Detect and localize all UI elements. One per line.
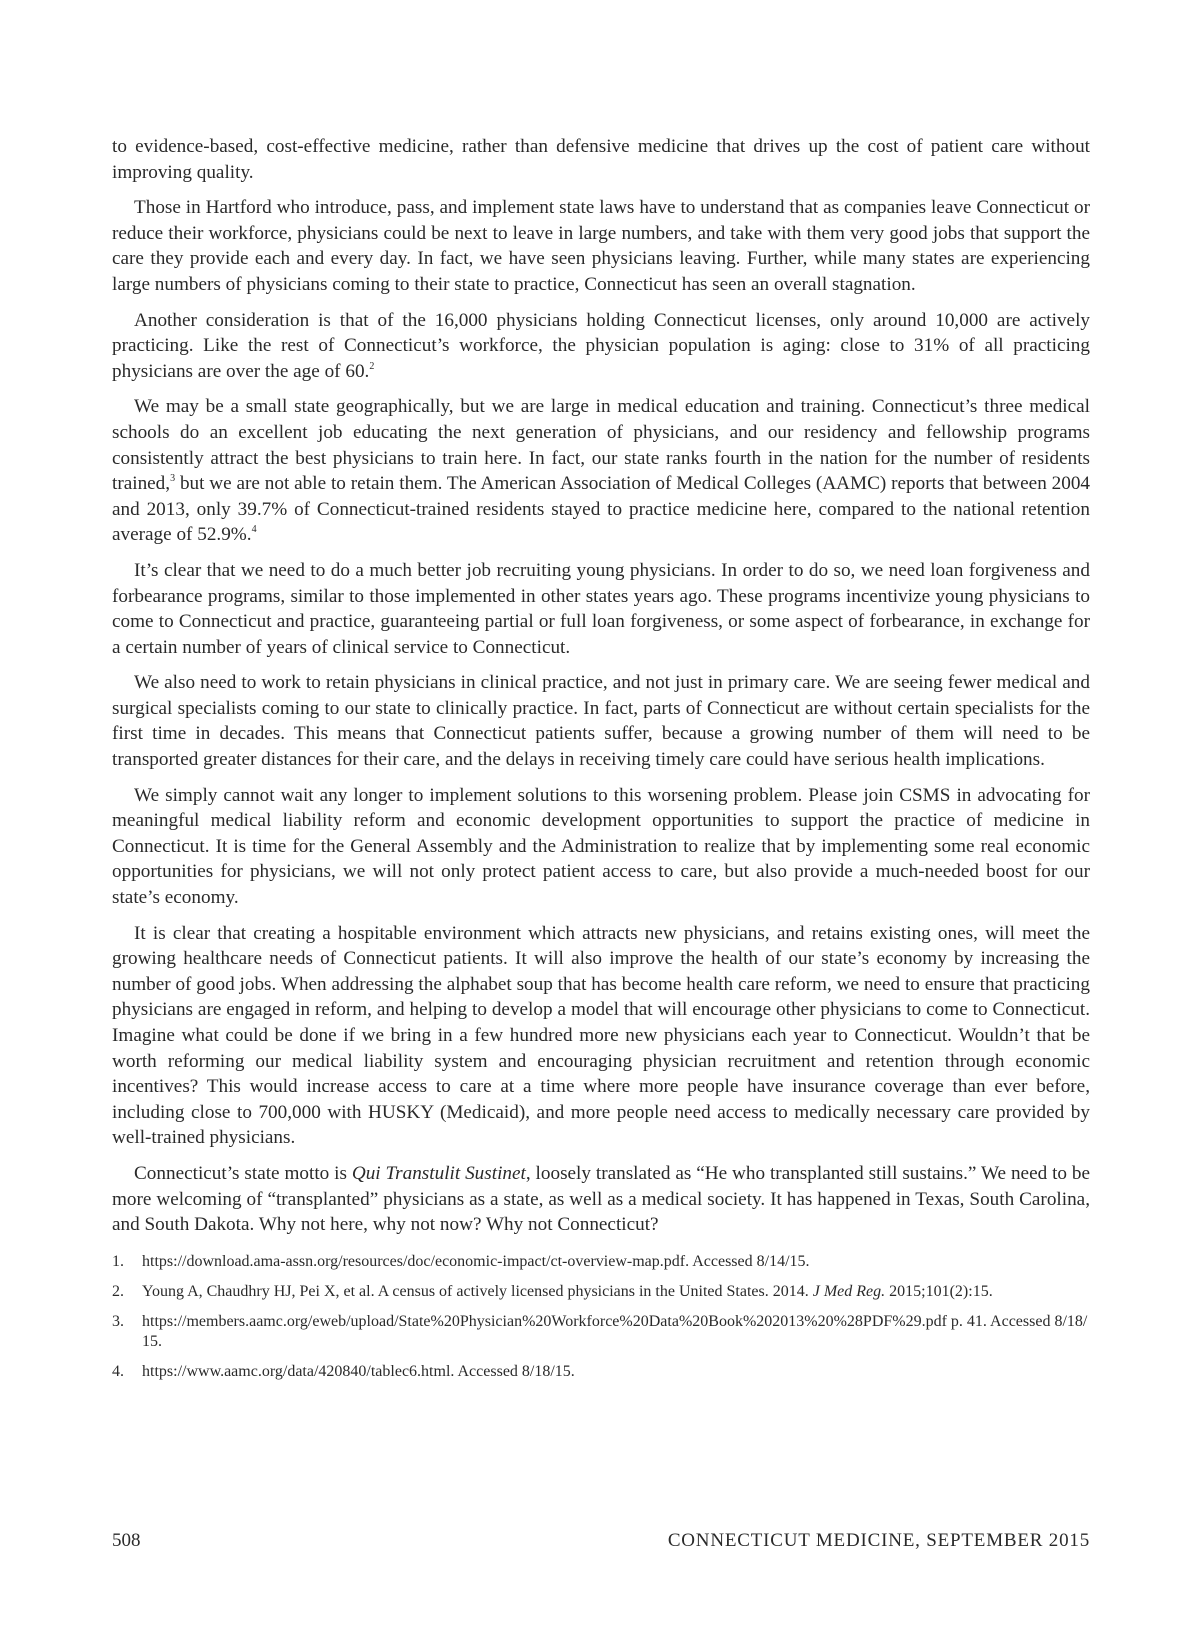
footnote-ref-3: 3 xyxy=(170,473,176,485)
footnote-1: 1. https://download.ama-assn.org/resources/doc/economic-impact/ct-overview-map.pdf. Accessed 8/14/15. xyxy=(112,1252,810,1270)
footnote-ref-4: 4 xyxy=(251,524,257,536)
paragraph-recruiting: It’s clear that we need to do a much better job recruiting young physicians. In order to do so, we need loan forgiveness and forbearance programs, similar to those implemented in other states years ago. These programs incentivize young physicians to come to Connecticut and practice, guaranteeing partial or full loan forgiveness, or some aspect of forbearance, in exchange for a certain number of years of clinical service to Connecticut. xyxy=(112,559,1090,658)
paragraph-hartford: Those in Hartford who introduce, pass, and implement state laws have to understand that as companies leave Connecticut or reduce their workforce, physicians could be next to leave in large numbers, and take with them very good jobs that support the care they provide each and every day. In fact, we have seen physicians leaving. Further, while many states are experiencing large numbers of physicians coming to their state to practice, Connecticut has seen an overall stagnation. xyxy=(112,197,1090,295)
footnotes xyxy=(112,1252,1090,1382)
paragraph-wait: We simply cannot wait any longer to implement solutions to this worsening problem. Please join CSMS in advocating for meaningful medical liability reform and economic development opportunities to support the practice of medicine in Connecticut. It is time for the General Assembly and the Administration to realize that by implementing some real economic opportunities for physicians, we will not only protect patient access to care, but also provide a much-needed boost for our state’s economy. xyxy=(112,784,1090,909)
journal-abbrev: J Med Reg. xyxy=(812,1282,886,1300)
footnote-3: 3. https://members.aamc.org/eweb/upload/State%20Physician%20Workforce%20Data%20Book%202013%20%28PDF%29.pdf p. 41. Accessed 8/18/15. xyxy=(112,1312,1088,1350)
footnote-ref-2: 2 xyxy=(369,360,375,372)
footnote-link[interactable]: https://www.aamc.org/data/420840/tablec6.html. Accessed 8/18/15. xyxy=(142,1362,575,1380)
paragraph-environment: It is clear that creating a hospitable environment which attracts new physicians, and retains existing ones, will meet the growing healthcare needs of Connecticut patients. It will also improve the health of our state’s economy by increasing the number of good jobs. When addressing the alphabet soup that has become health care reform, we need to ensure that practicing physicians are engaged in reform, and helping to develop a model that will encourage other physicians to come to Connecticut. Imagine what could be done if we bring in a few hundred more new physicians each year to Connecticut. Wouldn’t that be worth reforming our medical liability system and encouraging physician recruitment and retention through economic incentives? This would increase access to care at a time where more people have insurance coverage than ever before, including close to 700,000 with HUSKY (Medicaid), and more people need access to medically necessary care provided by well-trained physicians. xyxy=(112,922,1090,1149)
footnote-link[interactable]: https://members.aamc.org/eweb/upload/State%20Physician%20Workforce%20Data%20Book%202013%20%28PDF%29.pdf p. 41. Accessed 8/18/15. xyxy=(142,1312,1088,1350)
page-number: 508 xyxy=(112,1530,141,1551)
footnote-link[interactable]: https://download.ama-assn.org/resources/doc/economic-impact/ct-overview-map.pdf. Accessed 8/14/15. xyxy=(142,1252,810,1270)
paragraph-licenses: Another consideration is that of the 16,000 physicians holding Connecticut licenses, only around 10,000 are actively practicing. Like the rest of Connecticut’s workforce, the physician population is aging: close to 31% of all practicing physicians are over the age of 60.$^2$ xyxy=(112,309,1090,382)
paragraph-retain: We also need to work to retain physicians in clinical practice, and not just in primary care. We are seeing fewer medical and surgical specialists coming to our state to clinically practice. In fact, parts of Connecticut are without certain specialists for the first time in decades. This means that Connecticut patients suffer, because a growing number of them will need to be transported greater distances for their care, and the delays in receiving timely care could have serious health implications. xyxy=(112,672,1090,771)
footnote-4: 4. https://www.aamc.org/data/420840/tablec6.html. Accessed 8/18/15. xyxy=(112,1362,575,1380)
paragraph-continued: to evidence-based, cost-effective medicine, rather than defensive medicine that drives up the cost of patient care without improving quality. xyxy=(112,136,1090,183)
article-body xyxy=(112,134,1090,1398)
journal-running-foot: CONNECTICUT MEDICINE, SEPTEMBER 2015 xyxy=(667,1530,1090,1551)
paragraph-motto: Connecticut’s state motto is Qui Transtulit Sustinet, loosely translated as “He who transplanted still sustains.” We need to be more welcoming of “transplanted” physicians as a state, as well as a medical society. It has happened in Texas, South Carolina, and South Dakota. Why not here, why not now? Why not Connecticut? xyxy=(112,1162,1091,1236)
page-footer xyxy=(112,1530,1090,1556)
footnote-2: 2. Young A, Chaudhry HJ, Pei X, et al. A census of actively licensed physicians in the United States. 2014. J Med Reg. 2015;101(2):15. xyxy=(112,1282,993,1300)
state-motto: Qui Transtulit Sustinet xyxy=(351,1162,526,1184)
paragraph-education: We may be a small state geographically, but we are large in medical education and training. Connecticut’s three medical schools do an excellent job educating the next generation of physicians, and our residency and fellowship programs consistently attract the best physicians to train here. In fact, our state ranks fourth in the nation for the number of residents trained,$^3$ but we are not able to retain them. The American Association of Medical Colleges (AAMC) reports that between 2004 and 2013, only 39.7% of Connecticut-trained residents stayed to practice medicine here, compared to the national retention average of 52.9%.$^4$ xyxy=(112,396,1091,546)
